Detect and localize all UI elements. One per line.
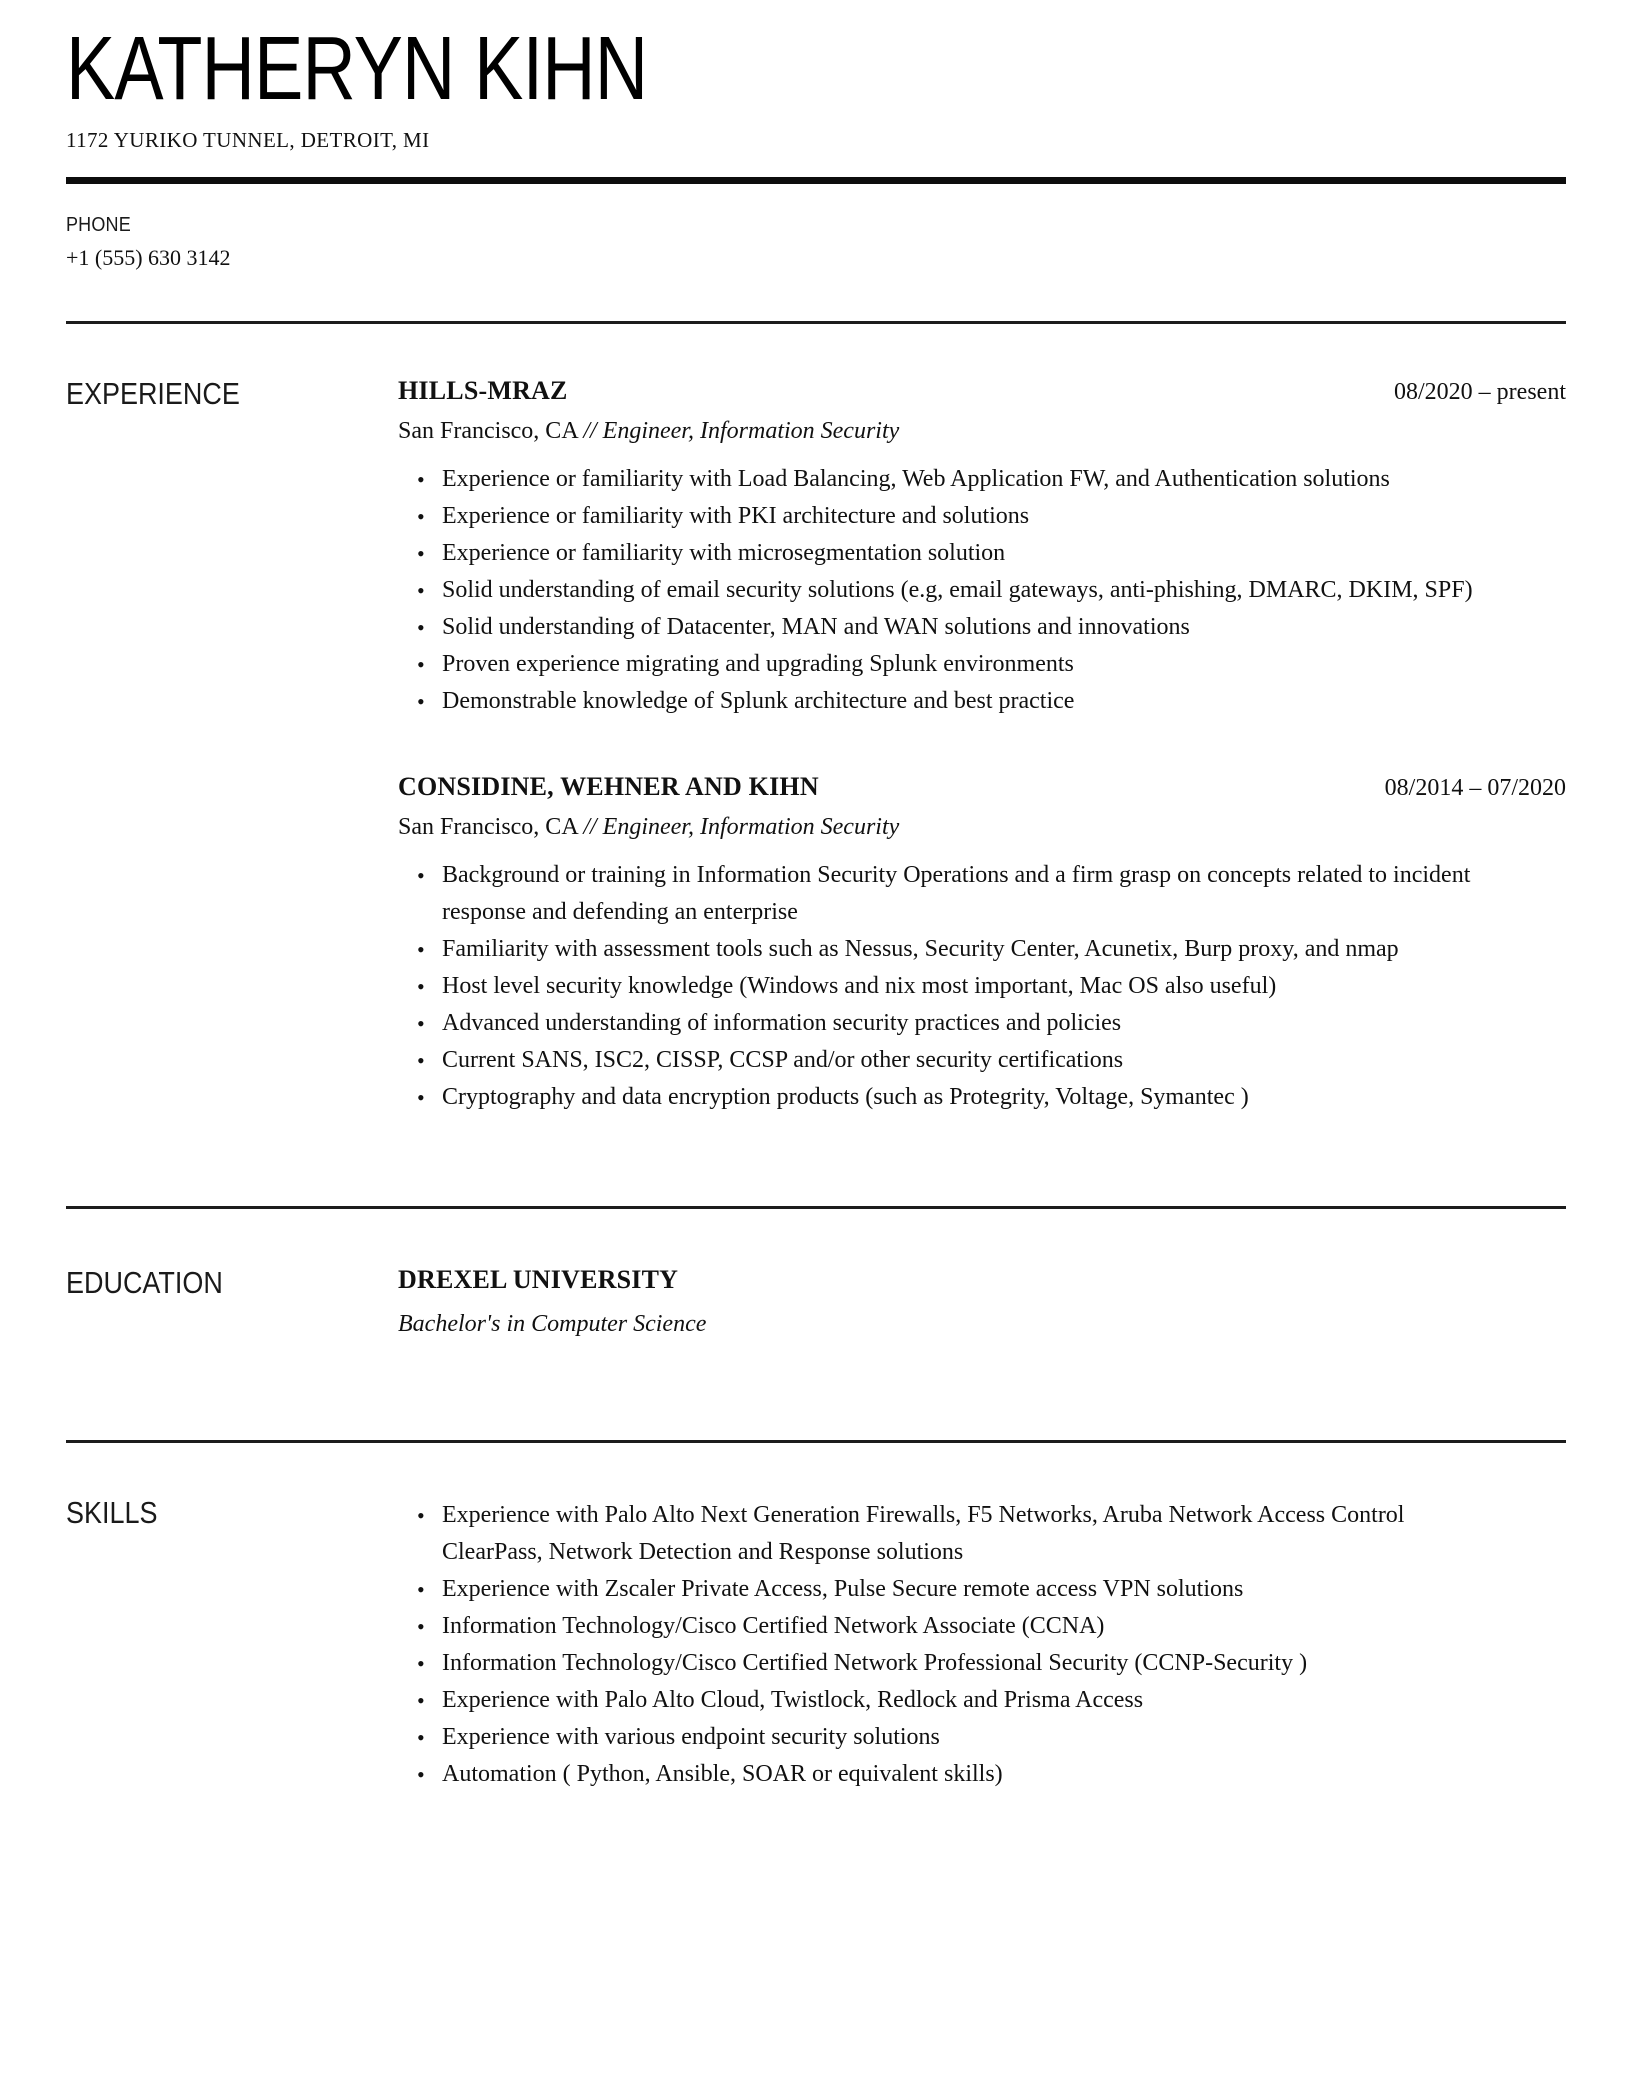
- company-name: HILLS-MRAZ: [398, 376, 568, 405]
- job-entry-considine-wehner-kihn: [398, 772, 1566, 1116]
- job-subline: [398, 418, 1566, 445]
- job-bullet: • Experience or familiarity with microsegmentation solution: [398, 535, 1504, 572]
- school-name: DREXEL UNIVERSITY: [398, 1265, 679, 1294]
- experience-body: [398, 376, 1566, 1116]
- skill-bullet: • Automation ( Python, Ansible, SOAR or equivalent skills): [398, 1756, 1504, 1793]
- experience-section: [66, 324, 1566, 1156]
- skills-bullet-list: [398, 1497, 1566, 1793]
- education-body: [398, 1265, 1566, 1338]
- skills-label-column: [66, 1495, 398, 1793]
- job-location: San Francisco, CA: [398, 814, 578, 840]
- role-title: Engineer, Information Security: [602, 814, 900, 840]
- job-role: [583, 418, 899, 444]
- skills-section: [66, 1443, 1566, 1833]
- phone-label: PHONE: [66, 214, 131, 236]
- experience-heading: EXPERIENCE: [66, 376, 240, 411]
- job-header: [398, 772, 1566, 802]
- job-subline: [398, 814, 1566, 841]
- skills-heading: SKILLS: [66, 1495, 158, 1530]
- job-bullet: • Cryptography and data encryption products (such as Protegrity, Voltage, Symantec ): [398, 1079, 1504, 1116]
- job-bullet: • Solid understanding of Datacenter, MAN and WAN solutions and innovations: [398, 609, 1504, 646]
- company-name: CONSIDINE, WEHNER AND KIHN: [398, 772, 819, 801]
- skill-bullet: • Experience with various endpoint security solutions: [398, 1719, 1504, 1756]
- phone-value: +1 (555) 630 3142: [66, 245, 231, 270]
- job-bullet: • Experience or familiarity with Load Balancing, Web Application FW, and Authentication solutions: [398, 461, 1504, 498]
- role-separator: //: [583, 418, 597, 444]
- resume-header: [66, 19, 1566, 271]
- job-bullet-list: [398, 857, 1566, 1116]
- job-bullet: • Advanced understanding of information security practices and policies: [398, 1005, 1504, 1042]
- job-dates: 08/2014 – 07/2020: [1384, 775, 1566, 801]
- job-bullet: • Proven experience migrating and upgrading Splunk environments: [398, 646, 1504, 683]
- job-bullet: • Host level security knowledge (Windows and nix most important, Mac OS also useful): [398, 968, 1504, 1005]
- job-dates: 08/2020 – present: [1394, 379, 1566, 405]
- job-bullet-list: [398, 461, 1566, 720]
- skills-body: [398, 1495, 1566, 1793]
- role-title: Engineer, Information Security: [602, 418, 900, 444]
- skill-bullet: • Information Technology/Cisco Certified Network Associate (CCNA): [398, 1608, 1504, 1645]
- job-entry-hills-mraz: [398, 376, 1566, 720]
- degree-name: Bachelor's in Computer Science: [398, 1311, 707, 1337]
- job-header: [398, 376, 1566, 406]
- skill-bullet: • Experience with Palo Alto Cloud, Twistlock, Redlock and Prisma Access: [398, 1682, 1504, 1719]
- experience-label-column: [66, 376, 398, 1116]
- skill-bullet: • Experience with Zscaler Private Access, Pulse Secure remote access VPN solutions: [398, 1571, 1504, 1608]
- education-label-column: [66, 1265, 398, 1338]
- job-bullet: • Experience or familiarity with PKI architecture and solutions: [398, 498, 1504, 535]
- job-bullet: • Demonstrable knowledge of Splunk architecture and best practice: [398, 683, 1504, 720]
- candidate-name: KATHERYN KIHN: [66, 19, 648, 119]
- job-location: San Francisco, CA: [398, 418, 578, 444]
- education-heading: EDUCATION: [66, 1265, 223, 1300]
- job-role: [583, 814, 899, 840]
- candidate-address: 1172 YURIKO TUNNEL, DETROIT, MI: [66, 128, 430, 152]
- role-separator: //: [583, 814, 597, 840]
- skill-bullet: • Information Technology/Cisco Certified Network Professional Security (CCNP-Security ): [398, 1645, 1504, 1682]
- job-bullet: • Familiarity with assessment tools such as Nessus, Security Center, Acunetix, Burp proxy, and nmap: [398, 931, 1504, 968]
- header-divider: [66, 177, 1566, 184]
- skill-bullet: • Experience with Palo Alto Next Generation Firewalls, F5 Networks, Aruba Network Access Control ClearPass, Network Detection and Response solutions: [398, 1497, 1504, 1571]
- job-bullet: • Background or training in Information Security Operations and a firm grasp on concepts related to incident response and defending an enterprise: [398, 857, 1504, 931]
- education-section: [66, 1209, 1566, 1390]
- job-bullet: • Solid understanding of email security solutions (e.g, email gateways, anti-phishing, DMARC, DKIM, SPF): [398, 572, 1504, 609]
- job-bullet: • Current SANS, ISC2, CISSP, CCSP and/or other security certifications: [398, 1042, 1504, 1079]
